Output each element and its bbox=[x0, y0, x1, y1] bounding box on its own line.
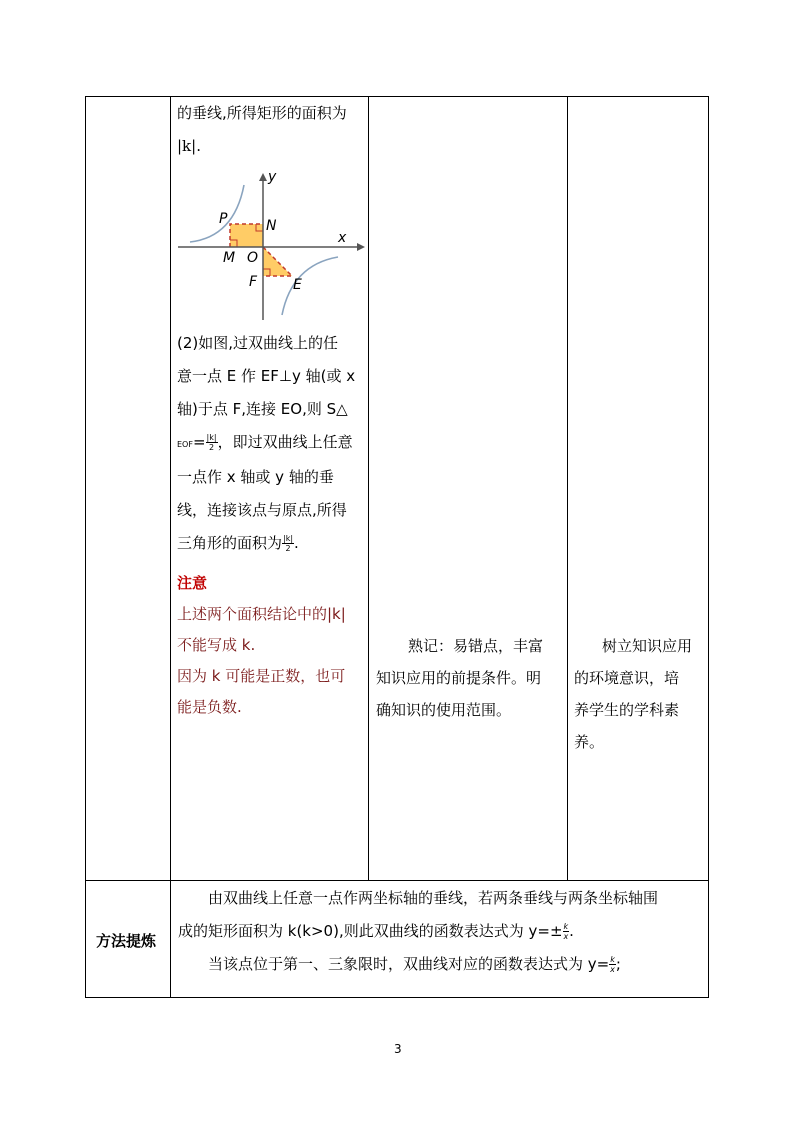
point-label-f: F bbox=[249, 274, 258, 290]
text-line: |k|. bbox=[177, 137, 201, 155]
point-label-n: N bbox=[266, 218, 277, 234]
note-line: 能是负数. bbox=[177, 698, 242, 716]
point-label-m: M bbox=[223, 250, 236, 266]
fraction-k-over-x: $\frac{k}{x}$ bbox=[563, 922, 569, 941]
hyperbola-branch-lower-right bbox=[282, 257, 338, 315]
content-cell-part2 bbox=[177, 327, 355, 560]
note-block bbox=[177, 568, 346, 723]
text-line: 养。 bbox=[574, 733, 605, 751]
method-label: 方法提炼 bbox=[96, 932, 157, 950]
fraction-k-over-2: $\frac{|k|}{2}$ bbox=[206, 433, 217, 452]
text-line: 确知识的使用范围。 bbox=[376, 701, 512, 719]
row-divider bbox=[85, 880, 709, 881]
text-fragment: ，即过双曲线上任意 bbox=[217, 433, 353, 451]
text-line: 线，连接该点与原点,所得 bbox=[177, 501, 347, 519]
text-line: 一点作 x 轴或 y 轴的垂 bbox=[177, 468, 334, 486]
note-title: 注意 bbox=[177, 574, 208, 592]
table-right-border bbox=[708, 96, 709, 998]
text-line: 知识应用的前提条件。明 bbox=[376, 669, 542, 687]
table-left-border bbox=[85, 96, 86, 998]
hyperbola-figure bbox=[172, 165, 372, 325]
page-number: 3 bbox=[394, 1042, 402, 1056]
text-line: 意一点 E 作 EF⊥y 轴(或 x bbox=[177, 367, 356, 385]
point-label-p: P bbox=[219, 211, 228, 227]
text-line: 熟记：易错点，丰富 bbox=[408, 637, 544, 655]
method-content bbox=[178, 882, 658, 981]
text-line: 由双曲线上任意一点作两坐标轴的垂线，若两条垂线与两条坐标轴围 bbox=[208, 889, 659, 907]
fraction-k-over-x: $\frac{k}{x}$ bbox=[610, 955, 615, 974]
axis-label-y: y bbox=[268, 169, 277, 185]
text-line: 三角形的面积为 $\frac{|k|}{2}$ . bbox=[177, 534, 299, 553]
text-line bbox=[177, 426, 355, 461]
text-line: 的环境意识，培 bbox=[574, 669, 680, 687]
text-line: 养学生的学科素 bbox=[574, 701, 680, 719]
shaded-triangle bbox=[263, 247, 292, 276]
teacher-note-cell bbox=[376, 630, 543, 726]
note-line: 因为 k 可能是正数，也可 bbox=[177, 667, 346, 685]
note-line: 不能写成 k. bbox=[177, 636, 256, 654]
design-intent-cell bbox=[574, 630, 692, 758]
text-line: 轴)于点 F,连接 EO,则 S△ bbox=[177, 400, 348, 418]
axis-label-x: x bbox=[338, 230, 347, 246]
fraction-k-over-2: $\frac{|k|}{2}$ bbox=[283, 534, 294, 553]
point-label-o: O bbox=[247, 250, 259, 266]
text-line: 的垂线,所得矩形的面积为 bbox=[177, 104, 347, 122]
equals-sign: = bbox=[192, 433, 206, 451]
text-line: (2)如图,过双曲线上的任 bbox=[177, 334, 339, 352]
note-line: 上述两个面积结论中的|k| bbox=[177, 605, 346, 623]
column-divider-3 bbox=[567, 96, 568, 881]
table-bottom-border bbox=[85, 997, 709, 998]
content-cell-top bbox=[177, 97, 347, 163]
column-divider-1 bbox=[170, 96, 171, 998]
subscript-eof: EOF bbox=[177, 440, 193, 449]
text-line: 树立知识应用 bbox=[602, 637, 693, 655]
text-line: 成的矩形面积为 k(k>0),则此双曲线的函数表达式为 y=± $\frac{k}{x}$ . bbox=[178, 922, 574, 941]
point-label-e: E bbox=[293, 277, 302, 293]
shaded-rectangle bbox=[230, 224, 263, 247]
text-line: 当该点位于第一、三象限时，双曲线对应的函数表达式为 y= $\frac{k}{x}$ ; bbox=[208, 955, 621, 974]
